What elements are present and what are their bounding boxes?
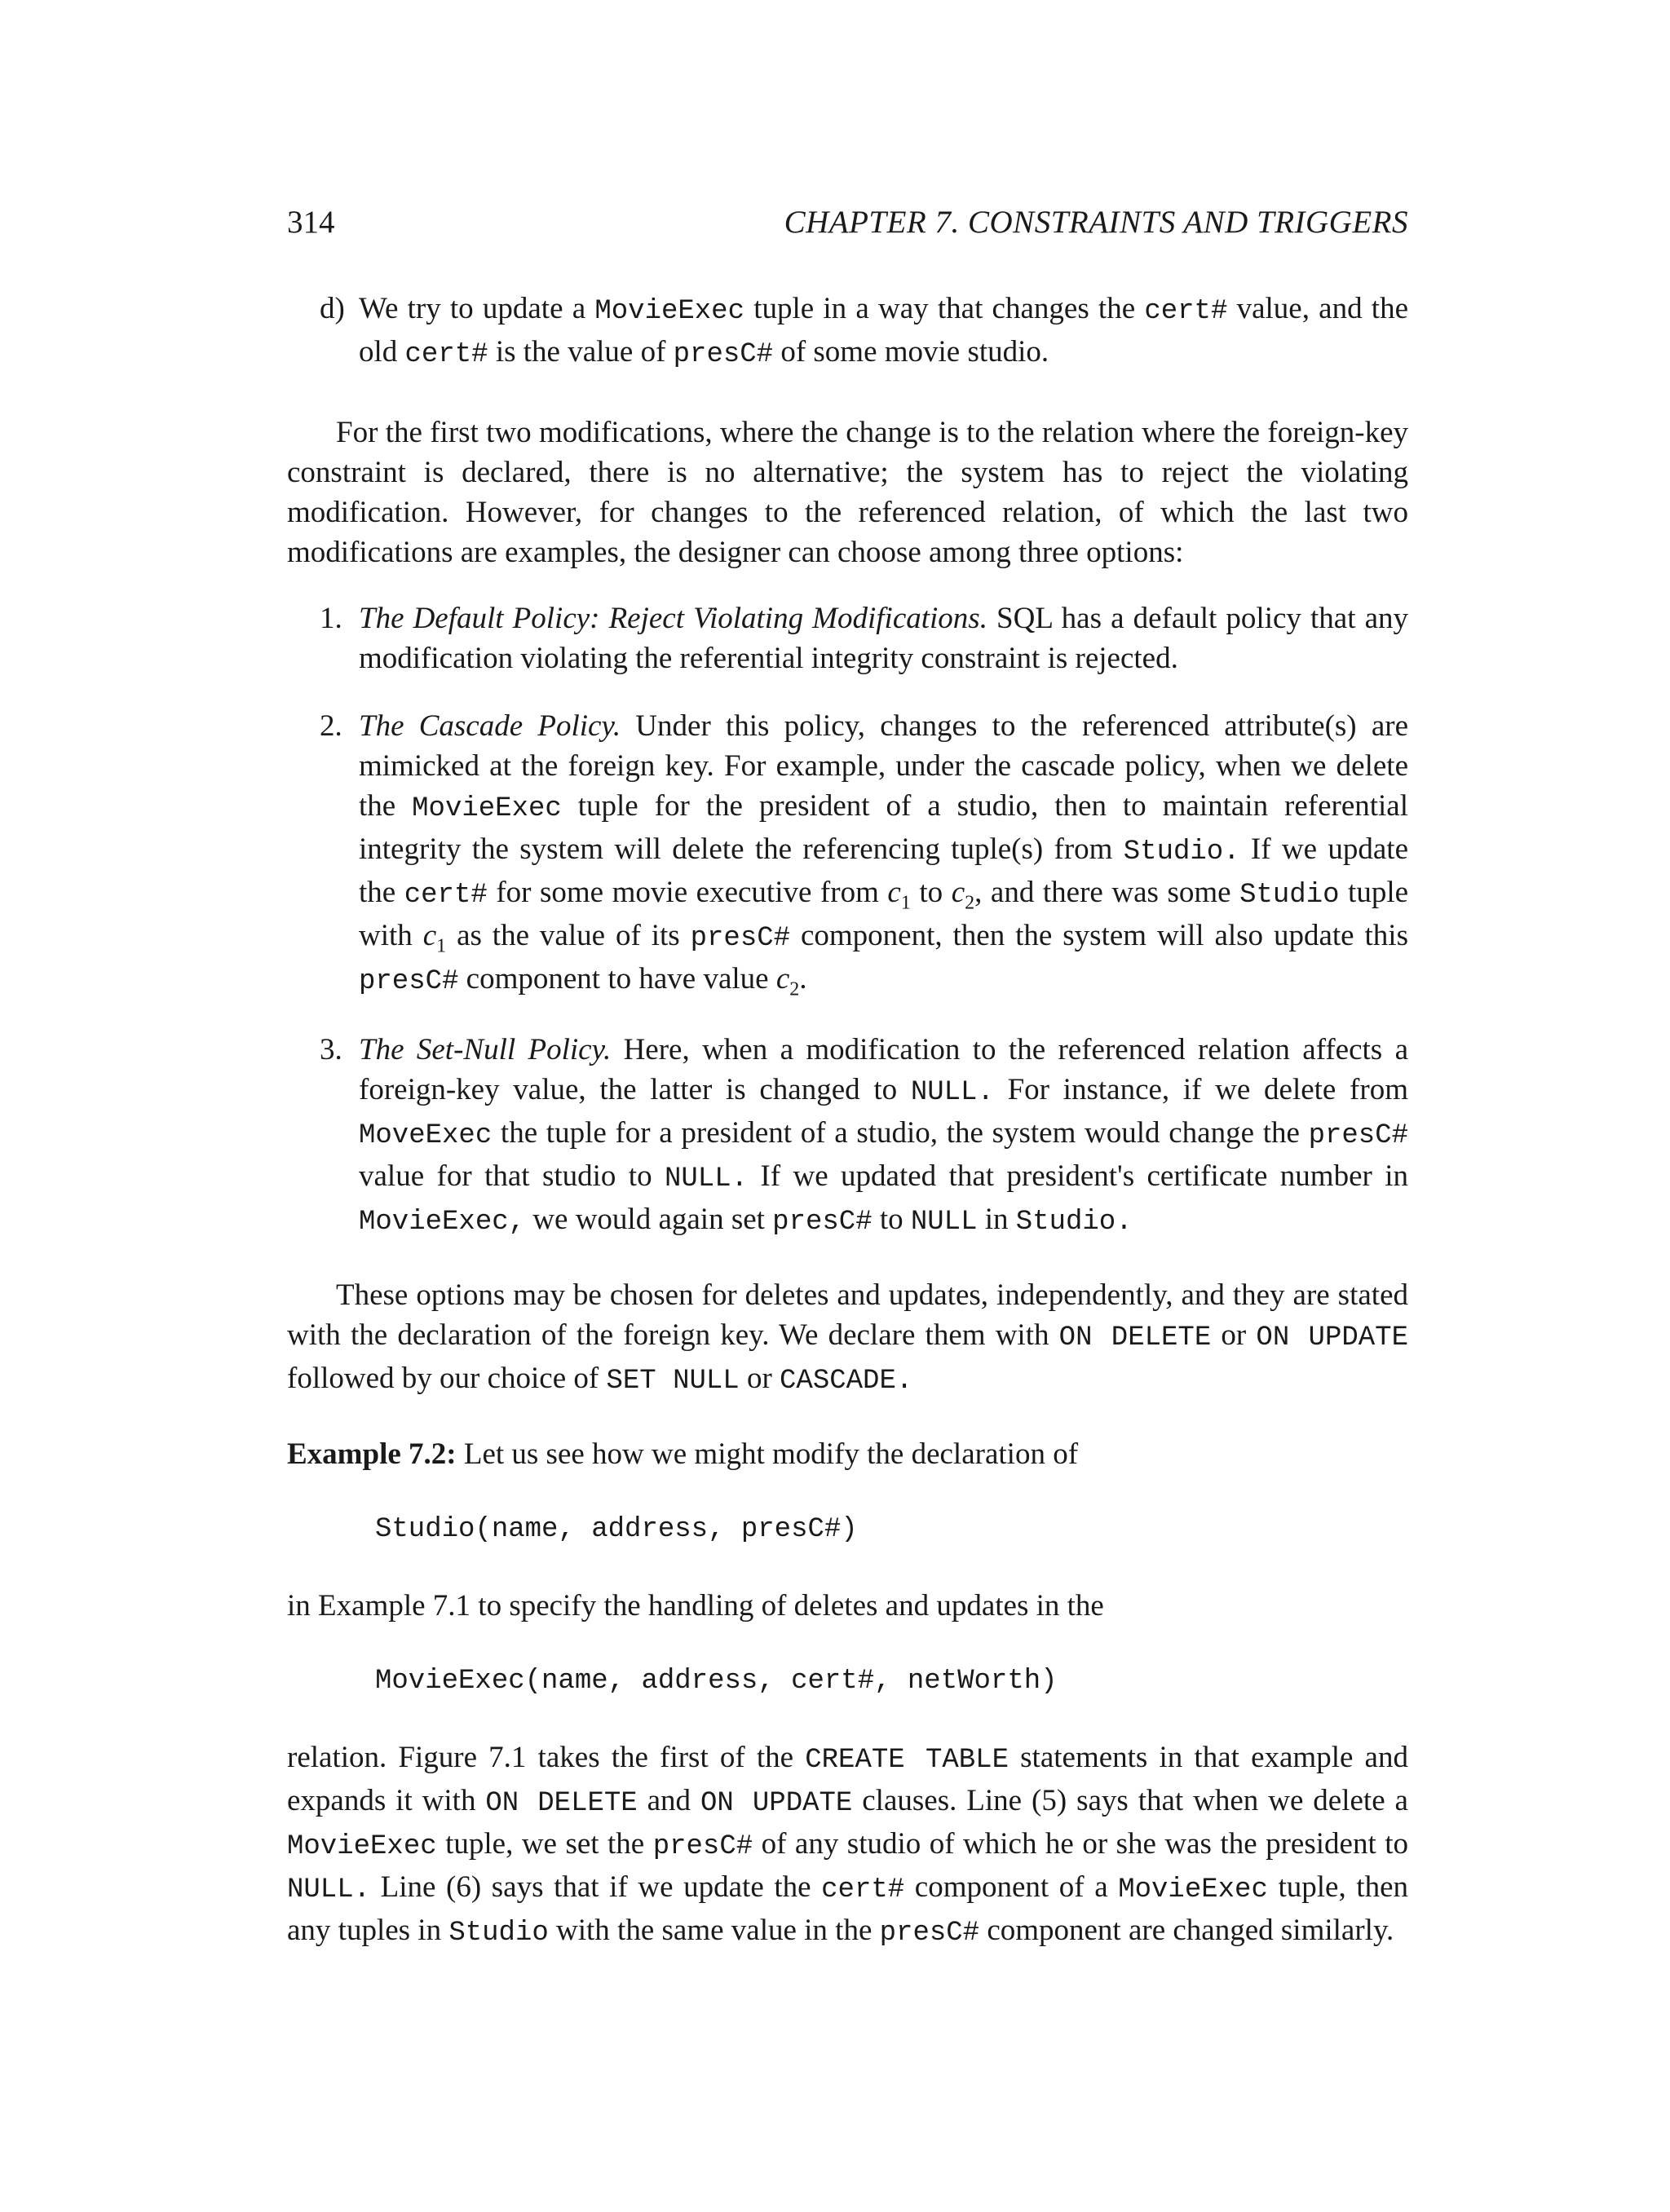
text-run: or — [739, 1362, 780, 1395]
text-run: statements in that example and expands it with — [287, 1741, 1408, 1817]
running-head: CHAPTER 7. CONSTRAINTS AND TRIGGERS — [784, 205, 1408, 240]
policy-title: The Cascade Policy. — [359, 709, 621, 743]
code-run: Studio. — [1123, 837, 1240, 868]
math-sub: 2 — [789, 978, 800, 1000]
list-marker: d) — [320, 292, 345, 325]
list-marker: 2. — [320, 709, 342, 743]
list-item-d — [287, 289, 1408, 375]
text-run: tuple for the president of a studio, then to maintain referential integrity the system will delete the referencing tuple(s) from — [359, 789, 1409, 866]
text-run: component of a — [904, 1870, 1119, 1904]
math-sub: 1 — [900, 892, 911, 914]
text-run: tuple with — [359, 876, 1409, 952]
math-var: c — [422, 919, 437, 952]
list-item-1 — [287, 598, 1408, 678]
code-run: Studio. — [1015, 1207, 1133, 1238]
example-middle: in Example 7.1 to specify the handling of deletes and updates in the — [287, 1589, 1104, 1623]
code-run: cert# — [404, 339, 488, 370]
example-intro — [287, 1434, 1408, 1474]
text-run: the tuple for a president of a studio, the system would change the — [492, 1116, 1309, 1150]
list-marker: 1. — [320, 602, 342, 635]
text-run: tuple, then any tuples in — [287, 1870, 1408, 1947]
text-run: Here, when a modification to the referenced relation affects a foreign-key value, the latter is changed to — [359, 1033, 1408, 1106]
code-run: ON UPDATE — [1256, 1322, 1408, 1353]
text-run: and — [637, 1784, 700, 1817]
math-sub: 2 — [965, 892, 975, 914]
paragraph-1: For the first two modifications, where the change is to the relation where the foreign-key constraint is declared, there is no alternative; the system has to reject the violating modification. However, for changes to the referenced relation, of which the last two modifications are examples, the designer can choose among three options: — [287, 416, 1408, 569]
text-run: For instance, if we delete from — [993, 1073, 1408, 1106]
code-run: NULL. — [287, 1874, 371, 1905]
policy-title: The Set-Null Policy. — [359, 1033, 612, 1066]
list-item-2 — [287, 706, 1408, 1002]
code-run: NULL. — [910, 1077, 994, 1108]
text-run: clauses. Line (5) says that when we delete a — [852, 1784, 1408, 1817]
math-var: c — [951, 876, 965, 909]
text-run: Under this policy, changes to the referenced attribute(s) are mimicked at the foreign key. For example, under the cascade policy, when we delete the — [359, 709, 1409, 823]
paragraph-3 — [287, 1737, 1408, 1954]
text-run: to — [872, 1203, 911, 1236]
code-run: MovieExec — [594, 296, 744, 327]
code-run: MoveExec — [359, 1120, 493, 1151]
code-run: Studio — [1239, 880, 1340, 911]
text-run: If we update the — [359, 832, 1408, 909]
text-run: component to have value — [458, 962, 776, 996]
list-item-3 — [287, 1030, 1408, 1243]
text-run: of any studio of which he or she was the president to — [753, 1827, 1408, 1861]
text-run: tuple in a way that changes the — [744, 292, 1145, 325]
code-run: presC# — [690, 923, 791, 954]
code-run: ON DELETE — [485, 1788, 638, 1819]
code-run: presC# — [1308, 1120, 1408, 1151]
list-marker: 3. — [320, 1033, 342, 1066]
code-run: MovieExec — [412, 793, 562, 824]
code-run: SET NULL — [606, 1366, 740, 1397]
text-run: value for that studio to — [359, 1159, 665, 1193]
example-label: Example 7.2: — [287, 1437, 457, 1471]
text-run: We try to update a — [359, 292, 595, 325]
code-movieexec-schema: MovieExec(name, address, cert#, netWorth) — [375, 1666, 1058, 1697]
code-run: cert# — [821, 1874, 905, 1905]
code-studio-schema: Studio(name, address, presC#) — [375, 1514, 858, 1545]
text-run: Line (6) says that if we update the — [370, 1870, 822, 1904]
text-run: value, and the old — [359, 292, 1408, 369]
text-run: as the value of its — [446, 919, 691, 952]
code-run: presC# — [652, 1831, 753, 1862]
text-run: we would again set — [525, 1203, 773, 1236]
policy-title: The Default Policy: Reject Violating Modifications. — [359, 602, 987, 635]
code-run: ON DELETE — [1058, 1322, 1212, 1353]
code-run: cert# — [404, 880, 488, 911]
text-run: , and there was some — [974, 876, 1240, 909]
text-run: of some movie studio. — [773, 335, 1049, 369]
code-run: MovieExec — [287, 1831, 437, 1862]
text-run: component are changed similarly. — [979, 1914, 1394, 1947]
code-run: Studio — [448, 1918, 549, 1949]
code-run: presC# — [879, 1918, 980, 1949]
text-run: relation. Figure 7.1 takes the first of the — [287, 1741, 806, 1774]
code-run: NULL. — [665, 1163, 749, 1194]
paragraph-2 — [287, 1275, 1408, 1402]
text-run: component, then the system will also update this — [790, 919, 1408, 952]
text-run: is the value of — [488, 335, 674, 369]
text-run: . — [799, 962, 807, 996]
code-run: presC# — [772, 1207, 873, 1238]
text-run: These options may be chosen for deletes and updates, independently, and they are stated with the declaration of the foreign key. We declare them with — [287, 1278, 1408, 1352]
text-run: to — [910, 876, 952, 909]
math-var: c — [775, 962, 790, 996]
text-run: followed by our choice of — [287, 1362, 607, 1395]
code-run: presC# — [359, 966, 459, 997]
code-run: MovieExec, — [359, 1207, 526, 1238]
math-sub: 1 — [436, 935, 447, 957]
page-number: 314 — [287, 205, 335, 240]
page-body — [287, 289, 1408, 1954]
text-run: in — [977, 1203, 1016, 1236]
text-run: or — [1211, 1318, 1257, 1352]
text-run: If we updated that president's certificate number in — [748, 1159, 1408, 1193]
code-run: cert# — [1144, 296, 1228, 327]
text-run: Let us see how we might modify the declaration of — [456, 1437, 1079, 1471]
code-run: presC# — [673, 339, 774, 370]
text-run: with the same value in the — [548, 1914, 880, 1947]
text-run: for some movie executive from — [487, 876, 888, 909]
code-run: NULL — [910, 1207, 978, 1238]
code-run: MovieExec — [1118, 1874, 1268, 1905]
text-run: tuple, we set the — [436, 1827, 653, 1861]
page-header — [287, 204, 1408, 245]
text-run: SQL has a default policy that any modification violating the referential integrity constraint is rejected. — [359, 602, 1408, 675]
code-run: CREATE TABLE — [805, 1745, 1009, 1776]
code-run: CASCADE. — [780, 1366, 913, 1397]
code-run: ON UPDATE — [700, 1788, 853, 1819]
math-var: c — [887, 876, 901, 909]
